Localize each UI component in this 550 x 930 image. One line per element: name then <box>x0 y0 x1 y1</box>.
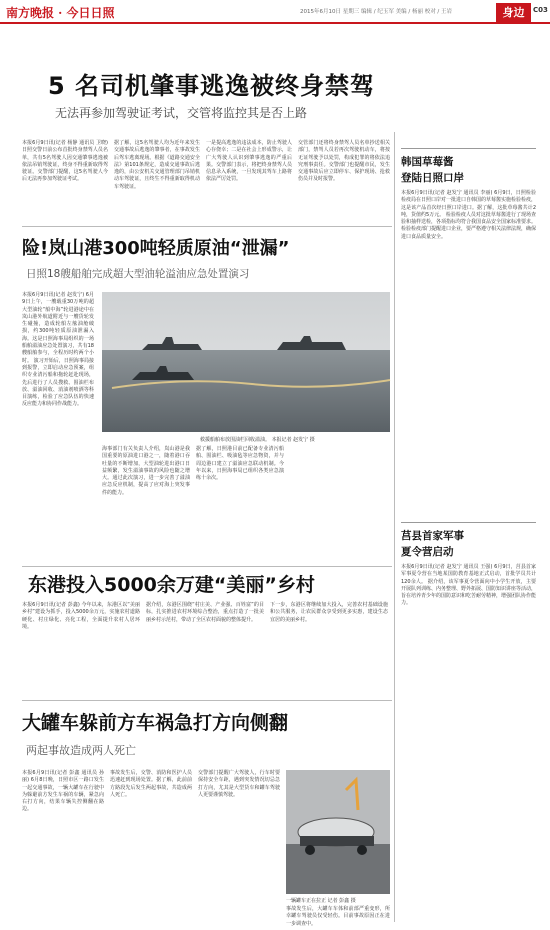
article1-column-3: 一是提高逃逸的违法成本，防止驾驶人心存侥幸；二是在社会上形成警示，让广大驾驶人认识到肇事逃逸的严重后果。交警部门表示，将把终身禁驾人员信息录入系统，一旦发现其驾车上路将依法严厉处罚。 <box>206 140 292 183</box>
newspaper-logo: 南方晚报 · 今日日照 <box>6 6 115 20</box>
article4-column-2: 事故发生后，交警、消防和医护人员迅速赶到现场处置。据了解，此前前方路段先后发生两起事故，共造成两人死亡。 <box>110 770 192 798</box>
issue-meta: 2015年6月10日 星期三 编辑 / 纪玉军 美编 / 杨丽 校对 / 王岩 <box>300 9 453 15</box>
headline-oil-spill: 险!岚山港300吨轻质原油“泄漏” <box>22 238 290 259</box>
sidebar-title-2a: 莒县首家军事 <box>401 530 464 542</box>
article1-column-1: 本报6月9日讯(记者 杨静 通讯员 卫晓) 日照交警日前公布首批终身禁驾人员名单，共有5名驾驶人因交通肇事逃逸被依法吊销驾驶证，终身不得重新取得驾驶证。交警部门提醒，这5名驾驶人今后无法再参加驾驶证考试。 <box>22 140 108 183</box>
article3-column-1: 本报6月9日讯(记者 彭鑫) 今年以来，东港区以“美丽乡村”建设为抓手，投入5000余万元，实施农村道路硬化、村庄绿化、亮化工程，全面提升农村人居环境。 <box>22 602 140 630</box>
divider <box>22 566 392 567</box>
tanker-photo <box>286 770 390 894</box>
sidebar-body-1: 本报6月9日讯(记者 赵发宁 通讯员 李丽) 6月9日，日照检验检疫局在日照口岸对一批进口自韩国的草莓酱实施检验检疫，这是该产品首次经日照口岸进口。据了解，这批草莓酱共计2吨，货值约5万元。 检验检疫人员对这批草莓酱进行了现场查验和抽样送检，各项指标均符合我国食品安全国家标准要求。检验检疫部门提醒进口企业，要严格遵守相关法律法规，确保进口食品质量安全。 <box>401 190 537 240</box>
article3-column-2: 据介绍，东港区围绕“村庄美、产业强、百姓富”的目标，扎实推进农村环境综合整治，重点打造了一批美丽乡村示范村，带动了全区农村面貌的整体提升。 <box>146 602 264 623</box>
headline-tanker-rollover: 大罐车躲前方车祸急打方向侧翻 <box>22 712 289 734</box>
sidebar-title-2b: 夏令营启动 <box>401 546 454 558</box>
headline-main: 5 名司机肇事逃逸被终身禁驾 <box>48 72 376 100</box>
oil-spill-photo-caption: 救援船舶布放围油栏回收溢油。 本报记者 赵发宁 摄 <box>200 437 315 443</box>
tanker-photo-caption: 一辆罐车正在拉正 记者 彭鑫 摄 <box>286 898 356 904</box>
article1-column-2: 据了解，这5名驾驶人均为近年来发生交通事故后逃逸的肇事者，在事故发生后驾车逃离现场。根据《道路交通安全法》第101条规定，造成交通事故后逃逸的，由公安机关交通管理部门吊销机动车驾驶证，且终生不得重新取得机动车驾驶证。 <box>114 140 200 190</box>
article4-column-3: 交警部门提醒广大驾驶人，行车时要保持安全车距，遇到突发情况切忌急打方向，尤其是大型货车和罐车驾驶人更要谨慎驾驶。 <box>198 770 280 798</box>
page-number: C03 <box>533 6 548 14</box>
article4-column-1: 本报6月9日讯(记者 彭鑫 通讯员 孙丽) 6月8日晚，日照市区一路口发生一起交通事故，一辆大罐车在行驶中为躲避前方发生车祸的车辆，紧急向右打方向，结果车辆失控侧翻在路边。 <box>22 770 104 813</box>
sidebar-title-1b: 登陆日照口岸 <box>401 172 464 184</box>
article3-column-3: 下一步，东港区将继续加大投入，完善农村基础设施和公共服务，让农民群众享受到更多实惠，建设生态宜居的美丽乡村。 <box>270 602 388 623</box>
article1-column-4: 交管部门还将终身禁驾人员名单抄送相关部门，禁驾人员若再次驾驶机动车，将按无证驾驶予以处罚，构成犯罪的将依法追究刑事责任。交警部门也提醒市民，发生交通事故后应立即停车、保护现场、抢救伤员并及时报警。 <box>298 140 390 183</box>
divider <box>22 226 392 227</box>
oil-spill-photo <box>102 292 390 432</box>
divider <box>22 700 392 701</box>
sidebar-rule <box>401 148 536 149</box>
article4-column-4: 事故发生后，大罐车车体和前部严重变形，所幸罐车驾驶员仅受轻伤。目前事故原因正在进一步调查中。 <box>286 906 390 927</box>
section-badge: 身边 <box>496 3 531 22</box>
article2-column-2: 海事部门有关负责人介绍，岚山港是我国重要的原油进口港之一，随着港口吞吐量的不断增加，大型油轮进出港口日益频繁，发生溢油事故的风险也随之增大。通过此次演习，进一步完善了溢油应急反应机制，提高了应对海上突发事件的能力。 <box>102 446 190 496</box>
sidebar-title-1a: 韩国草莓酱 <box>401 156 454 168</box>
page-header <box>0 0 550 24</box>
sidebar-rule <box>401 522 536 523</box>
headline-main-subtitle: 无法再参加驾驶证考试，交管将监控其是否上路 <box>55 106 308 120</box>
headline-tanker-subtitle: 两起事故造成两人死亡 <box>26 744 136 757</box>
column-separator <box>394 132 395 922</box>
article2-column-3: 据了解，日照港目前已配备专业清污船舶、围油栏、吸油毡等应急物资，并与周边港口建立了溢油应急联动机制。今年以来，日照海事局已组织各类应急演练十余次。 <box>196 446 284 482</box>
headline-beautiful-village: 东港投入5000余万建“美丽”乡村 <box>28 574 315 596</box>
headline-oil-spill-subtitle: 日照18艘船舶完成超大型油轮溢油应急处置演习 <box>26 268 250 280</box>
sidebar-body-2: 本报6月9日讯(记者 赵发宁 通讯员 王强) 6月9日，莒县首家军事夏令营在当地某国防教育基地正式启动，首批学员共计120余人。 据介绍，该军事夏令营面向中小学生开放，主要开展队列训练、内务整理、野外拓展、国防知识讲座等活动，旨在培养青少年的国防意识和吃苦耐劳精神，增强团队协作能力。 <box>401 564 537 607</box>
article2-column-1: 本报6月9日讯(记者 赵发宁) 6月9日上午，一艘载重30万吨的超大型油轮“船中海”轮进港途中在岚山港外航道附近与一艘货轮发生碰撞，造成轮船左舷油舱破损，约300吨轻质原油泄漏入海。这是日照海事局组织的一场船舶溢油应急处置演习，共有18艘船舶参与，全程历时约两个小时。 演习开始后，日照海事局接到报警，立即启动应急预案，组织专业清污船和拖轮赶赴现场，先后进行了人员搜救、围油栏布放、溢油回收、消油剂喷洒等科目演练，检验了应急队伍的快速反应能力和协同作战能力。 <box>22 292 94 408</box>
